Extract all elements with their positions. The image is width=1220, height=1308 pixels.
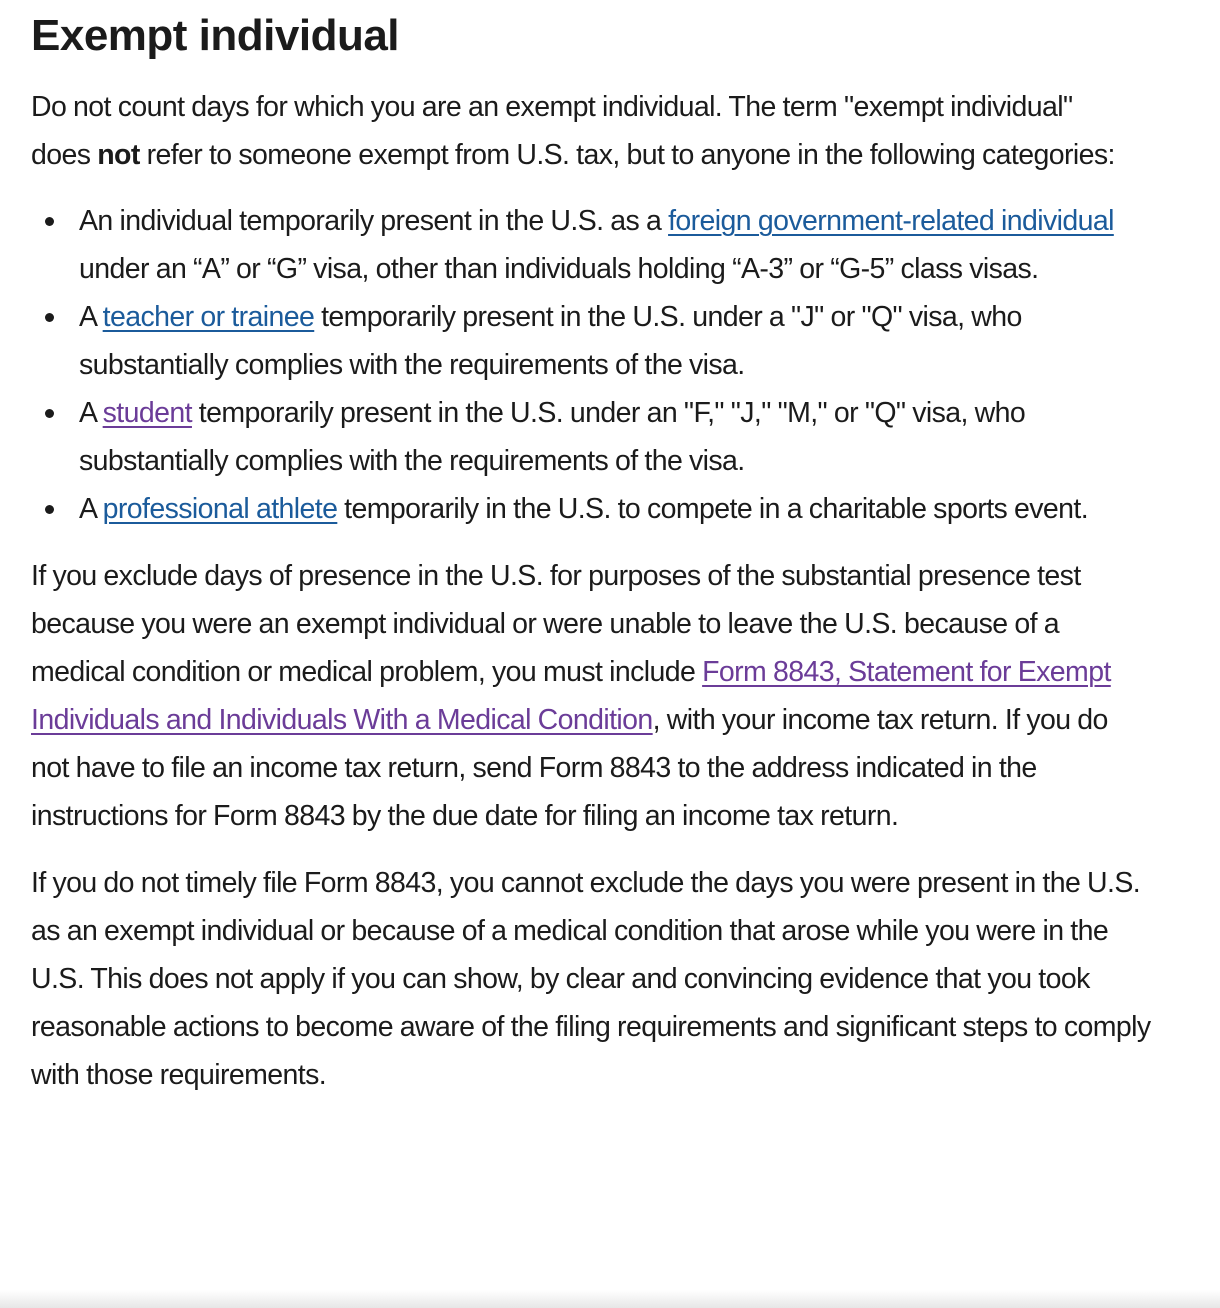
intro-text-2: refer to someone exempt from U.S. tax, but to anyone in the following categories:	[139, 139, 1115, 171]
list-item-pre: A	[79, 493, 103, 525]
professional-athlete-link[interactable]: professional athlete	[102, 493, 338, 525]
intro-paragraph	[31, 83, 1131, 179]
article-content	[31, 0, 1191, 1099]
list-item-post: temporarily present in the U.S. under an "F," "J," "M," or "Q" visa, who substantially complies with the requirements of the visa.	[79, 397, 1026, 477]
student-link[interactable]: student	[102, 397, 192, 429]
list-item-foreign-government	[31, 197, 1151, 293]
list-item-post: temporarily in the U.S. to compete in a charitable sports event.	[337, 493, 1089, 525]
list-item-pre: A	[79, 301, 103, 333]
list-item-professional-athlete	[31, 485, 1151, 533]
teacher-or-trainee-link[interactable]: teacher or trainee	[102, 301, 315, 333]
exempt-categories-list	[31, 197, 1151, 533]
bullet-dot	[45, 409, 54, 418]
list-item-post: temporarily present in the U.S. under a "J" or "Q" visa, who substantially complies with the requirements of the visa.	[79, 301, 1022, 381]
form-8843-link[interactable]: Form 8843, Statement for Exempt Individuals and Individuals With a Medical Condition	[31, 656, 1111, 736]
list-item-pre: A	[79, 397, 103, 429]
timely-filing-paragraph: If you do not timely file Form 8843, you cannot exclude the days you were present in the U.S. as an exempt individual or because of a medical condition that arose while you were in the U.S. This does not apply if you can show, by clear and convincing evidence that you took reasonable actions to become aware of the filing requirements and significant steps to comply with those requirements.	[31, 867, 1151, 1091]
foreign-government-related-individual-link[interactable]: foreign government-related individual	[668, 205, 1114, 237]
section-heading: Exempt individual	[31, 11, 400, 60]
list-item-student	[31, 389, 1151, 485]
intro-bold-not: not	[97, 139, 140, 171]
bullet-dot	[45, 217, 54, 226]
paragraph-text-pre: If you exclude days of presence in the U.S. for purposes of the substantial presence test because you were an exempt individual or were unable to leave the U.S. because of a medical condition or medical problem, you must include	[31, 560, 1081, 688]
bullet-dot	[45, 313, 54, 322]
list-item-post: under an “A” or “G” visa, other than individuals holding “A-3” or “G-5” class visas.	[79, 253, 1039, 285]
bottom-fade-overlay	[0, 1290, 1220, 1308]
intro-text-1: Do not count days for which you are an exempt individual. The term "exempt individual" does	[31, 91, 1073, 171]
paragraph-text-post: , with your income tax return. If you do not have to file an income tax return, send Form 8843 to the address indicated in the instructions for Form 8843 by the due date for filing an income tax return.	[31, 704, 1108, 832]
bullet-dot	[45, 505, 54, 514]
list-item-teacher-trainee	[31, 293, 1151, 389]
list-item-pre: An individual temporarily present in the U.S. as a	[79, 205, 669, 237]
form-8843-paragraph	[31, 552, 1136, 840]
